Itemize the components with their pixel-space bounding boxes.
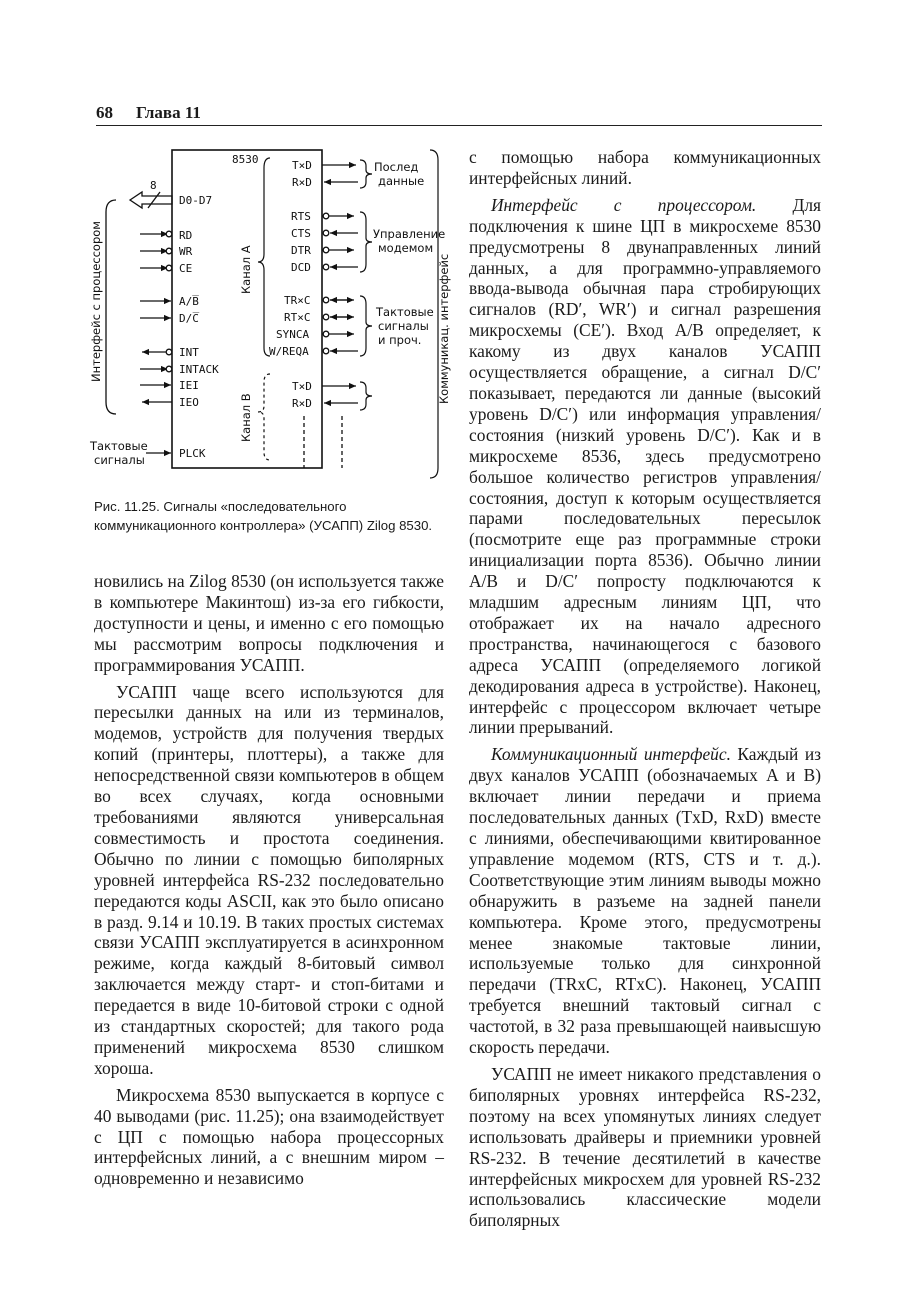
chip-number: 8530: [232, 153, 259, 166]
channel-b-label: Канал В: [239, 393, 253, 442]
pin-d0-d7: D0-D7: [179, 194, 213, 207]
cpu-interface-bracket: [106, 200, 116, 414]
group-serial-2: данные: [378, 174, 425, 188]
left-paragraph-1: новились на Zilog 8530 (он используется также в компьютере Макинтош) из-за его гибкости, доступности и цены, и именно с его помощью мы рассмотрим вопросы подключения и программирования УСАПП.: [94, 571, 444, 675]
group-modem-2: модемом: [378, 241, 434, 255]
bus-width: 8: [150, 179, 157, 192]
figure-caption: Рис. 11.25. Сигналы «последовательного коммуникационного контроллера» (УСАПП) Zilog 8530.: [94, 499, 433, 533]
group-clock-3: и проч.: [378, 333, 422, 347]
pin-a-synca: SYNCA: [276, 328, 310, 341]
right-column: [469, 147, 821, 1231]
pin-rd: RD: [179, 229, 193, 242]
channel-a-brace: [258, 158, 270, 356]
group-serial-1: Послед: [374, 160, 419, 174]
right-paragraph-2: [469, 195, 821, 739]
pin-b-txd: T×D: [292, 380, 312, 393]
right-paragraph-4: УСАПП не имеет никакого представления о биполярных уровнях интерфейса RS-232, поэтому на всех упомянутых линиях следует использовать драйверы и приемники уровней RS-232. В течение десятилетий в качестве интерфейсных микросхем для уровней RS-232 использовались классические модели биполярных: [469, 1063, 821, 1231]
chapter-title: Глава 11: [136, 103, 201, 122]
right-paragraph-1: с помощью набора коммуникационных интерфейсных линий.: [469, 147, 821, 188]
cpu-lines: [140, 231, 172, 453]
pin-iei: IEI: [179, 379, 199, 392]
clock-input-label-1: Тактовые: [90, 439, 148, 453]
pin-a-wreqa: W/REQA: [269, 345, 309, 358]
comm-lines: [304, 165, 358, 468]
data-bus-arrow: [130, 192, 172, 208]
page-header: [96, 103, 822, 126]
cpu-interface-text: Для подключения к шине ЦП в микросхеме 8530 предусмотрены 8 двунаправленных линий данных, а для программно-управляемого ввода-вывода обычная пара стробирующих сигналов (RD′, WR′) и сигнал разрешения микросхемы (CE′). Вход A/B определяет, к какому из двух каналов УСАПП осуществляется обращение, а сигнал D/C′ показывает, передаются ли данные (высокий уровень D/C′) или информация управления/состояния (низкий уровень D/C′). Как и в микросхеме 8536, здесь предусмотрено большое количество регистров управления/состояния, доступ к которым осуществляется парами последовательных пересылок (посмотрите еще раз программные строки инициализации порта 8536). Обычно линии A/B и D/C′ попросту подключаются к младшим адресным линиям ЦП, что отображает их на начало адресного пространства, начинающегося с базового адреса УСАПП (определяемого логикой декодирования адреса в устройстве). Наконец, интерфейс с процессором включает четыре линии прерываний.: [469, 194, 821, 738]
figure-usart-diagram: [86, 142, 456, 484]
clock-input-label-2: сигналы: [94, 453, 145, 467]
pin-ab: A/B̅: [179, 295, 199, 308]
cpu-interface-heading: Интерфейс с процессором.: [491, 194, 757, 215]
pin-int: INT: [179, 346, 199, 359]
left-paragraph-2: УСАПП чаще всего используются для пересылки данных на или из терминалов, модемов, устройств для получения твердых копий (принтеры, плоттеры), а также для непосредственной связи компьютеров в общем во всех случаях, когда основными требованиями являются универсальная совместимость и простота соединения. Обычно по линии с помощью биполярных уровней интерфейса RS-232 последовательно передаются коды ASCII, как это было описано в разд. 9.14 и 10.19. В таких простых системах связи УСАПП эксплуатируется в асинхронном режиме, когда каждый 8-битовый символ заключается между старт- и стоп-битами и передается в виде 10-битовой строки с одной из стандартных скоростей; для такого рода применений микросхема 8530 слишком хороша.: [94, 681, 444, 1078]
usart-diagram-svg: [86, 142, 456, 484]
channel-a-pins: [269, 159, 312, 410]
pin-a-dtr: DTR: [291, 244, 311, 257]
left-paragraph-3: Микросхема 8530 выпускается в корпусе с 40 выводами (рис. 11.25); она взаимодействует с ЦП с помощью набора процессорных интерфейсных линий, а с внешним миром – одновременно и независимо: [94, 1084, 444, 1189]
pin-a-cts: CTS: [291, 227, 311, 240]
pin-a-rtxc: RT×C: [284, 311, 311, 324]
pin-a-rxd: R×D: [292, 176, 312, 189]
pin-a-trxc: TR×C: [284, 294, 311, 307]
pin-a-txd: T×D: [292, 159, 312, 172]
comm-interface-heading: Коммуникационный интерфейс.: [491, 744, 731, 765]
group-clock-2: сигналы: [378, 319, 429, 333]
pin-a-dcd: DCD: [291, 261, 311, 274]
comm-interface-label: Коммуникац. интерфейс: [437, 253, 451, 404]
pin-ce: CE: [179, 262, 193, 275]
right-paragraph-3: [469, 744, 821, 1058]
pin-b-rxd: R×D: [292, 397, 312, 410]
channel-b-brace: [258, 374, 270, 460]
comm-interface-text: Каждый из двух каналов УСАПП (обозначаемых A и B) включает линии передачи и приема последовательных данных (TxD, RxD) вместе с линиями, обеспечивающими квитированное управление модемом (RTS, CTS и т. д.). Соответствующие этим линиям выводы можно обнаружить в разъеме на задней панели компьютера. Кроме этого, предусмотрены менее знакомые тактовые линии, используемые только для синхронной передачи (TRxC, RTxC). Наконец, УСАПП требуется внешний тактовый сигнал с частотой, в 32 раза превышающей наивысшую скорость передачи.: [469, 744, 821, 1058]
pin-ieo: IEO: [179, 396, 199, 409]
cpu-pins: [179, 194, 219, 460]
pin-intack: INTACK: [179, 363, 219, 376]
left-column: [94, 571, 444, 1189]
pin-plck: PLCK: [179, 447, 206, 460]
pin-wr: WR: [179, 245, 193, 258]
cpu-interface-label: Интерфейс с процессором: [89, 221, 103, 382]
channel-a-label: Канал А: [239, 245, 253, 294]
pin-dc: D/C̅: [179, 312, 199, 325]
page-number: 68: [96, 103, 113, 122]
group-modem-1: Управление: [373, 227, 446, 241]
group-clock-1: Тактовые: [376, 305, 434, 319]
pin-a-rts: RTS: [291, 210, 311, 223]
